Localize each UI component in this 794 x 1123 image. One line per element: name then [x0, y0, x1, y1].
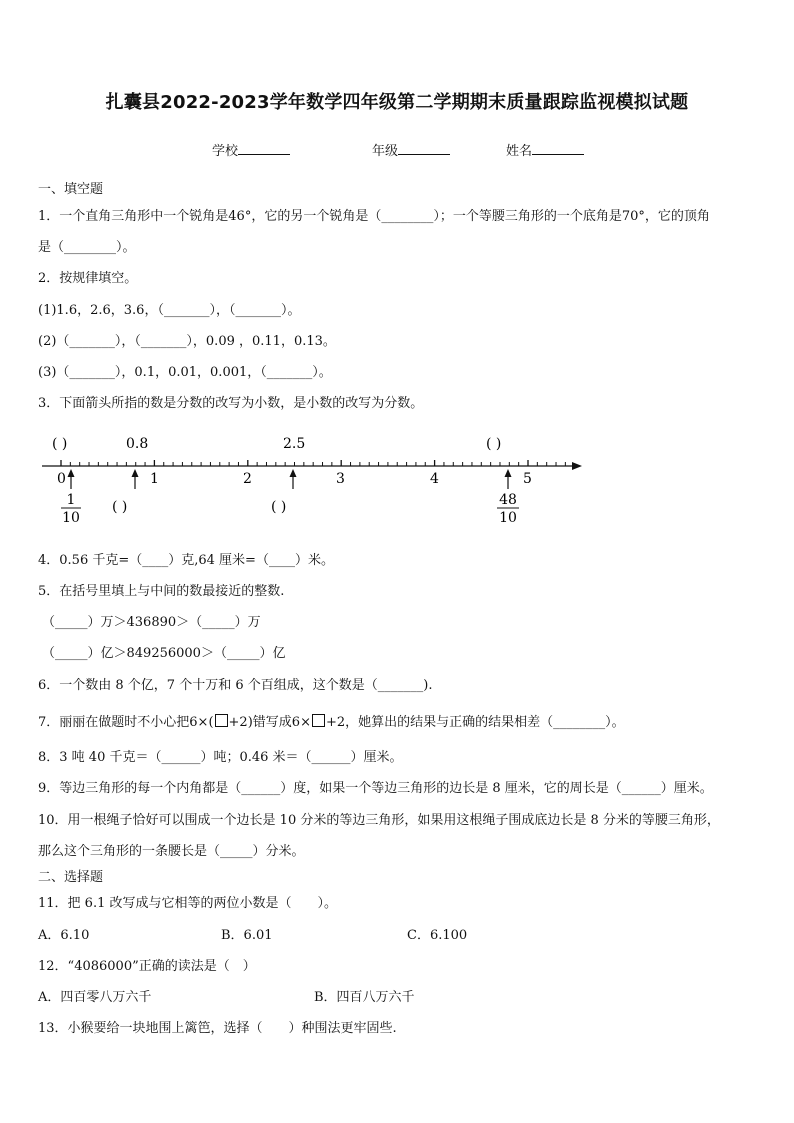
fraction-1-10-numerator: 1 — [66, 492, 76, 508]
fraction-48-10-numerator: 48 — [499, 492, 517, 508]
question-8: 8．3 吨 40 千克＝（______）吨；0.46 米＝（______）厘米。 — [38, 750, 403, 765]
expression-wrong-left: 6× — [291, 715, 311, 730]
expression-correct — [189, 715, 253, 730]
question-7-middle: 错写成 — [252, 715, 292, 730]
square-placeholder-icon — [215, 714, 228, 727]
question-12: 12．“4086000”正确的读法是（ ） — [38, 959, 256, 974]
top-label-2-5: 2.5 — [283, 436, 306, 452]
question-6: 6．一个数由 8 个亿，7 个十万和 6 个百组成，这个数是（_______). — [38, 678, 433, 693]
section-fill-in: 一、填空题 — [38, 182, 104, 197]
question-1-line-2: 是（________）。 — [38, 240, 136, 255]
question-2-part-1: (1)1.6，2.6，3.6，（_______），（_______）。 — [38, 303, 301, 318]
question-9: 9．等边三角形的每一个内角都是（______）度，如果一个等边三角形的边长是 8 厘米，它的周长是（______）厘米。 — [38, 781, 713, 796]
school-field — [212, 142, 290, 158]
axis-ticks — [61, 460, 565, 466]
question-10-line-1: 10．用一根绳子恰好可以围成一个边长是 10 分米的等边三角形，如果用这根绳子围成底边长是 8 分米的等腰三角形， — [38, 813, 720, 828]
expression-correct-left: 6×( — [189, 715, 214, 730]
expression-correct-right: +2) — [228, 715, 253, 730]
fraction-48-10-denominator: 10 — [499, 510, 517, 526]
question-7-prefix: 7．丽丽在做题时不小心把 — [38, 715, 190, 730]
question-2-part-2: (2)（_______），（_______），0.09 ，0.11，0.13。 — [38, 334, 336, 349]
school-blank[interactable] — [238, 142, 290, 155]
answer-blank-0-8[interactable]: ( ) — [112, 499, 128, 515]
square-placeholder-icon — [312, 714, 325, 727]
name-blank[interactable] — [532, 142, 584, 155]
tick-label-4: 4 — [430, 471, 439, 487]
tick-label-2: 2 — [243, 471, 252, 487]
question-7 — [38, 714, 625, 729]
section-multiple-choice: 二、选择题 — [38, 870, 104, 885]
tick-label-3: 3 — [336, 471, 345, 487]
axis-arrowhead — [572, 462, 582, 470]
top-blank-right: ( ) — [486, 436, 502, 452]
arrow-1-10 — [68, 469, 75, 489]
tick-label-1: 1 — [150, 471, 159, 487]
q11-option-b[interactable]: B．6.01 — [221, 928, 273, 943]
question-2-part-3: (3)（_______），0.1，0.01，0.001，（_______）。 — [38, 365, 332, 380]
q11-option-c[interactable]: C．6.100 — [407, 928, 468, 943]
question-5: 5．在括号里填上与中间的数最接近的整数. — [38, 584, 285, 599]
question-11: 11．把 6.1 改写成与它相等的两位小数是（ ）。 — [38, 896, 337, 911]
top-label-0-8: 0.8 — [126, 436, 149, 452]
arrow-2-5 — [290, 469, 297, 489]
fraction-1-10-denominator: 10 — [62, 510, 80, 526]
grade-label: 年级 — [372, 144, 399, 159]
question-2: 2．按规律填空。 — [38, 271, 138, 286]
arrow-48-10 — [505, 469, 512, 489]
question-4: 4．0.56 千克=（____）克,64 厘米=（____）米。 — [38, 553, 334, 568]
question-10-line-2: 那么这个三角形的一条腰长是（_____）分米。 — [38, 844, 305, 859]
question-5-part-1: （_____）万＞436890＞（_____）万 — [42, 615, 261, 630]
name-label: 姓名 — [506, 144, 533, 159]
question-13: 13．小猴要给一块地围上篱笆，选择（ ）种围法更牢固些. — [38, 1021, 397, 1036]
expression-wrong-right: +2 — [325, 715, 346, 730]
tick-label-0: 0 — [57, 471, 66, 487]
q12-option-b[interactable]: B．四百八万六千 — [314, 990, 415, 1005]
tick-label-5: 5 — [523, 471, 532, 487]
name-field — [506, 142, 584, 158]
answer-blank-2-5[interactable]: ( ) — [271, 499, 287, 515]
grade-blank[interactable] — [398, 142, 450, 155]
q12-option-a[interactable]: A．四百零八万六千 — [38, 990, 152, 1005]
top-blank-left: ( ) — [52, 436, 68, 452]
grade-field — [372, 142, 450, 158]
q11-option-a[interactable]: A．6.10 — [38, 928, 90, 943]
question-1-line-1: 1．一个直角三角形中一个锐角是46°，它的另一个锐角是（________）；一个等腰三角形的一个底角是70°，它的顶角 — [38, 209, 710, 224]
question-7-suffix: ，她算出的结果与正确的结果相差（________）。 — [345, 715, 625, 730]
expression-wrong — [292, 715, 345, 730]
school-label: 学校 — [212, 144, 239, 159]
question-3: 3．下面箭头所指的数是分数的改写为小数，是小数的改写为分数。 — [38, 396, 424, 411]
question-5-part-2: （_____）亿＞849256000＞（_____）亿 — [42, 646, 286, 661]
number-line-figure — [0, 432, 794, 542]
page-title: 扎囊县2022-2023学年数学四年级第二学期期末质量跟踪监视模拟试题 — [105, 92, 689, 113]
arrow-0-8 — [132, 469, 139, 489]
